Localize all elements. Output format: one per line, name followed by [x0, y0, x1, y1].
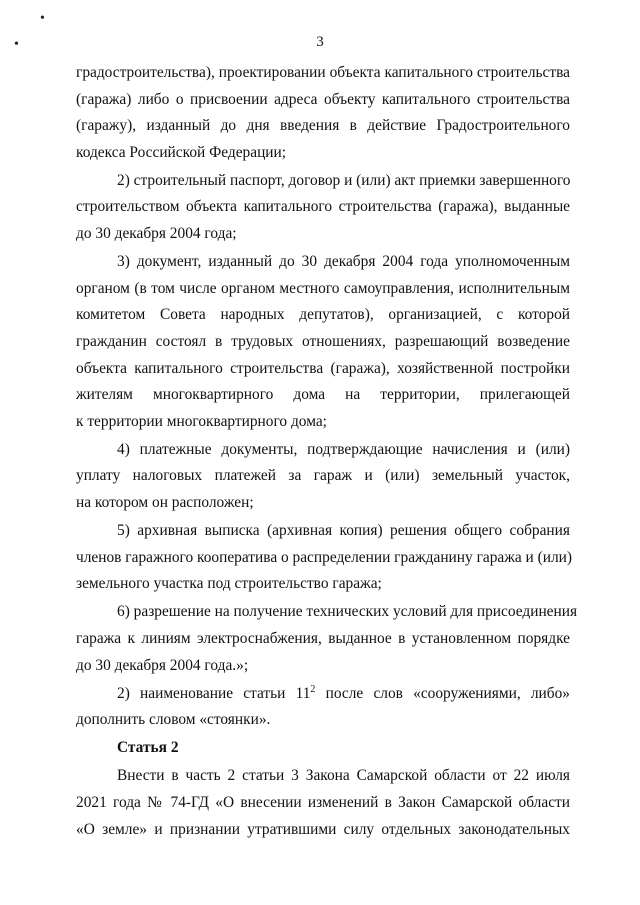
- list-item-3: 3) документ, изданный до 30 декабря 2004 года уполномоченным: [117, 253, 570, 271]
- text-line: уплату налоговых платежей за гараж и (или) земельный участок,: [76, 467, 570, 485]
- amendment-text: 2) наименование статьи 11: [117, 684, 311, 702]
- text-line: земельного участка под строительство гаража;: [76, 575, 382, 593]
- list-item-5: 5) архивная выписка (архивная копия) решения общего собрания: [117, 522, 570, 540]
- text-line: к территории многоквартирного дома;: [76, 412, 327, 430]
- text-line: жителям многоквартирного дома на территории, прилегающей: [76, 386, 570, 404]
- page-number: 3: [316, 34, 324, 50]
- text-line: строительством объекта капитального строительства (гаража), выданные: [76, 198, 570, 216]
- superscript: 2: [310, 683, 316, 695]
- text-line: гражданин состоял в трудовых отношениях, разрешающий возведение: [76, 332, 570, 350]
- list-item-2: 2) строительный паспорт, договор и (или) акт приемки завершенного: [117, 171, 571, 189]
- scan-mark: •: [40, 11, 45, 26]
- text-line: объекта капитального строительства (гаража), хозяйственной постройки: [76, 359, 570, 377]
- text-line: (гаража) либо о присвоении адреса объекту капитального строительства: [76, 90, 570, 108]
- scan-mark: •: [14, 37, 19, 52]
- text-line: 2021 года № 74-ГД «О внесении изменений в Закон Самарской области: [76, 794, 570, 812]
- text-line: органом (в том числе органом местного самоуправления, исполнительным: [76, 279, 570, 297]
- text-line: на котором он расположен;: [76, 494, 254, 511]
- text-line: кодекса Российской Федерации;: [76, 143, 287, 161]
- list-item-4: 4) платежные документы, подтверждающие начисления и (или): [117, 440, 570, 458]
- text-line: Внести в часть 2 статьи 3 Закона Самарской области от 22 июля: [117, 767, 570, 785]
- text-line: до 30 декабря 2004 года;: [76, 225, 237, 243]
- text-line: градостроительства), проектировании объекта капитального строительства: [76, 64, 570, 81]
- text-line: членов гаражного кооператива о распределении гражданину гаража и (или): [76, 548, 573, 566]
- text-line: (гаражу), изданный до дня введения в действие Градостроительного: [76, 117, 570, 135]
- text-line: гаража к линиям электроснабжения, выданное в установленном порядке: [76, 629, 570, 647]
- text-line: до 30 декабря 2004 года.»;: [76, 656, 249, 674]
- text-line: комитетом Совета народных депутатов), организацией, с которой: [76, 306, 570, 324]
- document-body: [76, 60, 578, 843]
- amendment-text-continued: после слов «сооружениями, либо»: [315, 684, 570, 702]
- list-item-6: 6) разрешение на получение технических условий для присоединения: [117, 603, 578, 621]
- text-line: дополнить словом «стоянки».: [76, 711, 271, 729]
- article-heading: Статья 2: [117, 739, 179, 757]
- text-line: «О земле» и признании утратившими силу отдельных законодательных: [76, 820, 570, 838]
- amendment-item-2: [76, 681, 570, 708]
